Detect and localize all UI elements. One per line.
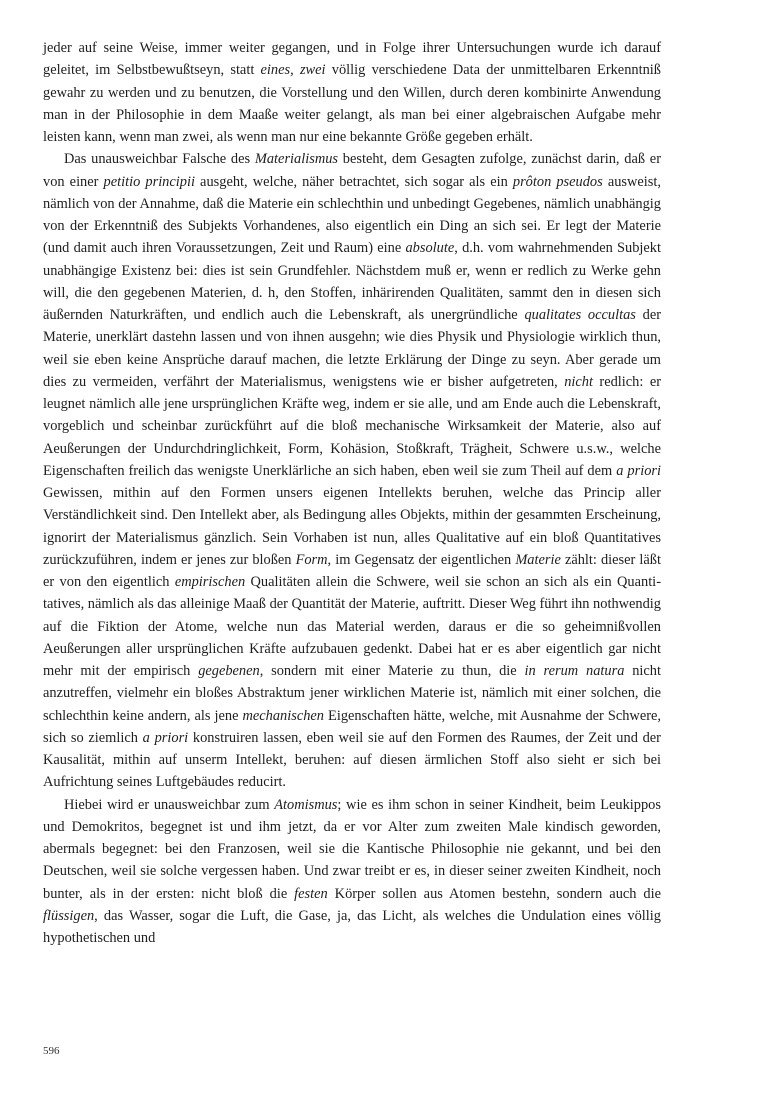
italic-text-segment: nicht — [564, 373, 593, 390]
text-segment: Körper sollen aus Atomen bestehn, sondern auch die — [327, 885, 661, 902]
text-segment: , sondern mit einer Materie zu thun, die — [259, 663, 525, 679]
text-segment: Hiebei wird er unausweichbar zum — [64, 796, 275, 813]
text-segment: nicht anzutreffen, vielmehr ein bloßes Abstraktum jener wirklichen Materie ist, nämlich mit einer solchen, die schlechthin keine andern, als jene — [43, 663, 662, 724]
text-segment: redlich: er leugnet nämlich alle jene ursprünglichen Kräfte weg, indem er sie alle, und am Ende auch die Lebenskraft, vorgeblich und scheinbar zurückführt auf die bloß mechanische Wirksamkeit der Materie, also auf Aeußerungen der Undurchdringlichkeit, Form, Kohäsion, Stoßkraft, Trägheit, Schwere u.s.w., welche Eigenschaften freilich das wenigste Unerklärliche an sich haben, eben weil sie zum Theil auf dem — [43, 373, 662, 479]
italic-text-segment: flüssigen — [43, 907, 95, 924]
page-body — [43, 37, 661, 949]
italic-text-segment: qualitates occultas — [524, 307, 636, 323]
text-segment: ausweist, nämlich von der Annahme, daß die Materie ein schlechthin und unbedingt Gegebenes, nämlich unabhängig von der Erkenntniß des Subjekts Vorhandenes, also eigentlich ein Ding an sich sei. Er legt der Materie (und damit auch ihren Voraussetzungen, Zeit und Raum) eine — [43, 173, 661, 257]
italic-text-segment: Materialismus — [254, 151, 339, 168]
italic-text-segment: prôton pseudos — [512, 173, 603, 190]
text-segment: , im Gegensatz der eigentlichen — [327, 551, 516, 568]
paragraph-1 — [43, 37, 661, 148]
text-segment: Gewissen, mithin auf den Formen unsers eigenen Intellekts beruhen, welche das Princip aller Verständlichkeit sind. Den Intellekt aber, als Bedingung alles Objekts, mithin der gesammten Erscheinung, ignorirt der Materialismus gänzlich. Sein Vorhaben ist nun, alles Qualitative auf ein bloß Quantitatives zurückzuführen, indem er jenes zur bloßen — [43, 485, 661, 568]
text-segment: jeder auf seine Weise, immer weiter gegangen, und in Folge ihrer Untersuchungen wurde ich darauf geleitet, im Selbstbewußtseyn, statt — [43, 40, 661, 79]
text-segment: zählt: dieser läßt er von den eigentlich — [43, 551, 661, 590]
italic-text-segment: Form — [295, 551, 328, 568]
text-segment: völlig verschiedene Data der unmittelbaren Erkenntniß gewahr zu werden und zu benutzen, die Vorstellung und den Willen, durch deren kombinirte Anwendung man in der Philosophie in dem Maaße weiter gelangt, als man bei einer algebraischen Aufgabe mehr leisten kann, wenn man zwei, als wenn man nur eine bekannte Größe gegeben erhält. — [43, 62, 661, 145]
text-segment: ausgeht, welche, näher betrachtet, sich sogar als ein — [194, 173, 513, 190]
italic-text-segment: mechanischen — [242, 707, 325, 724]
italic-text-segment: petitio principii — [103, 173, 195, 190]
text-segment: , das Wasser, sogar die Luft, die Gase, ja, das Licht, als welches die Undulation eines völlig hypothetischen und — [43, 907, 661, 946]
italic-text-segment: eines, zwei — [260, 62, 326, 79]
paragraph-2 — [43, 148, 661, 793]
italic-text-segment: festen — [294, 885, 328, 902]
text-segment: der Materie, unerklärt dastehn lassen und von ihnen ausgehn; wie dies Physik und Physiologie wirklich thun, weil sie eben keine Ansprüche darauf machen, die letzte Erklärung der Dinge zu seyn. Aber gerade um dies zu vermeiden, verfährt der Materialismus, wenigstens wie er bisher aufgetreten, — [43, 307, 661, 390]
italic-text-segment: Atomismus — [274, 796, 338, 813]
text-segment: Eigenschaften hätte, welche, mit Ausnahme der Schwere, sich so ziemlich — [43, 707, 661, 746]
italic-text-segment: a priori — [616, 462, 661, 479]
italic-text-segment: in rerum natura — [524, 663, 625, 679]
text-segment: konstruiren lassen, eben weil sie auf den Formen des Raumes, der Zeit und der Kausalität, mithin auf unserm Intellekt, beruhen: auf diesen ärmlichen Stoff also sieht er sich bei Aufrichtung seines Luftgebäudes reducirt. — [43, 729, 661, 791]
text-segment: ; wie es ihm schon in seiner Kindheit, beim Leukippos und Demokritos, begegnet ist und ihm jetzt, da er vor Alter zum zweiten Male kindisch geworden, abermals begegnet: bei den Franzosen, weil sie die Kantische Philosophie nie gekannt, und bei den Deutschen, weil sie solche vergessen haben. Und zwar treibt er es, in dieser seiner zweiten Kindheit, noch bunter, als in der ersten: nicht bloß die — [43, 796, 661, 902]
page-number: 596 — [43, 1045, 60, 1057]
text-segment: besteht, dem Gesagten zufolge, zunächst darin, daß er von einer — [43, 151, 661, 190]
text-segment: Das unausweichbar Falsche des — [64, 151, 255, 168]
italic-text-segment: empirischen — [174, 574, 246, 590]
paragraph-3 — [43, 794, 661, 950]
italic-text-segment: absolute — [405, 240, 455, 257]
text-segment: Qualitäten allein die Schwere, weil sie schon an sich als ein Quantitatives, nämlich als das alleinige Maaß der Quantität der Materie, auftritt. Dieser Weg führt ihn nothwendig auf die Fiktion der Atome, welche nun das Material werden, daraus er die so geheimnißvollen Aeußerungen aller ursprünglichen Kräfte aufzubauen gedenkt. Dabei hat er es aber eigentlich gar nicht mehr mit der empirisch — [43, 574, 661, 679]
italic-text-segment: a priori — [142, 729, 189, 746]
italic-text-segment: gegebenen — [198, 663, 260, 679]
italic-text-segment: Materie — [515, 551, 561, 568]
text-segment: , d.h. vom wahrnehmenden Subjekt unabhängige Existenz bei: dies ist sein Grundfehler. Nächstdem muß er, wenn er redlich zu Werke gehn will, die den gegebenen Materien, d. h, den Stoffen, inhärirenden Qualitäten, sammt den in diesen sich äußernden Naturkräften, und endlich auch die Lebenskraft, als unergründliche — [43, 240, 662, 323]
